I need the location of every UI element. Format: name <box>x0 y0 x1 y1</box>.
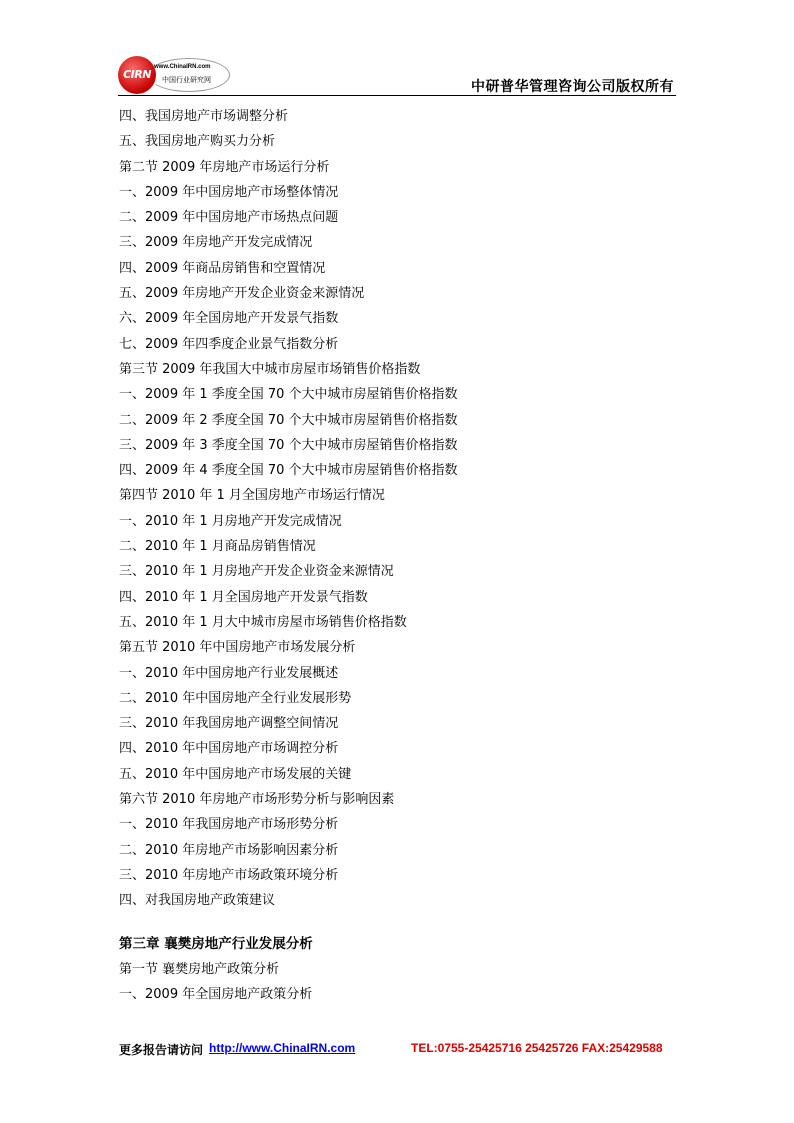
toc-item: 第三节 2009 年我国大中城市房屋市场销售价格指数 <box>119 361 421 377</box>
toc-item: 一、2010 年我国房地产市场形势分析 <box>119 817 339 833</box>
toc-item: 一、2010 年中国房地产行业发展概述 <box>119 665 339 681</box>
toc-item: 四、2010 年 1 月全国房地产开发景气指数 <box>119 589 368 605</box>
toc-item: 二、2009 年中国房地产市场热点问题 <box>119 210 339 226</box>
toc-item: 四、对我国房地产政策建议 <box>119 893 276 909</box>
company-logo <box>118 56 238 94</box>
chapter-heading: 第三章 襄樊房地产行业发展分析 <box>119 935 313 952</box>
toc-item: 一、2009 年 1 季度全国 70 个大中城市房屋销售价格指数 <box>119 387 458 403</box>
header-divider <box>118 95 676 96</box>
table-of-contents <box>119 104 679 1007</box>
toc-item: 第五节 2010 年中国房地产市场发展分析 <box>119 640 356 656</box>
toc-item: 一、2010 年 1 月房地产开发完成情况 <box>119 513 342 529</box>
toc-item: 四、2009 年 4 季度全国 70 个大中城市房屋销售价格指数 <box>119 463 458 479</box>
toc-item: 第一节 襄樊房地产政策分析 <box>119 961 280 977</box>
toc-item: 三、2010 年我国房地产调整空间情况 <box>119 716 339 732</box>
toc-item: 二、2010 年房地产市场影响因素分析 <box>119 842 339 858</box>
logo-url: www.ChinaIRN.com <box>154 64 211 70</box>
toc-item: 三、2009 年房地产开发完成情况 <box>119 235 313 251</box>
page-header <box>118 52 676 96</box>
toc-spacer <box>119 914 679 932</box>
toc-item: 七、2009 年四季度企业景气指数分析 <box>119 336 339 352</box>
toc-item: 五、2009 年房地产开发企业资金来源情况 <box>119 286 365 302</box>
footer-website-link[interactable]: http://www.ChinaIRN.com <box>209 1041 356 1055</box>
toc-item: 五、2010 年中国房地产市场发展的关键 <box>119 766 352 782</box>
copyright-text: 中研普华管理咨询公司版权所有 <box>471 79 674 95</box>
toc-item: 四、2009 年商品房销售和空置情况 <box>119 260 326 276</box>
toc-item: 三、2010 年 1 月房地产开发企业资金来源情况 <box>119 564 394 580</box>
toc-item: 一、2009 年全国房地产政策分析 <box>119 987 313 1003</box>
logo-cn-name: 中国行业研究网 <box>162 76 211 84</box>
toc-item: 二、2010 年 1 月商品房销售情况 <box>119 539 316 555</box>
toc-item: 三、2010 年房地产市场政策环境分析 <box>119 867 339 883</box>
toc-item: 四、我国房地产市场调整分析 <box>119 109 289 124</box>
toc-item: 六、2009 年全国房地产开发景气指数 <box>119 311 339 327</box>
page-footer <box>119 1041 679 1059</box>
footer-more-label: 更多报告请访问 <box>119 1043 204 1057</box>
toc-item: 二、2009 年 2 季度全国 70 个大中城市房屋销售价格指数 <box>119 412 458 428</box>
toc-item: 四、2010 年中国房地产市场调控分析 <box>119 741 339 757</box>
toc-item: 第四节 2010 年 1 月全国房地产市场运行情况 <box>119 488 385 504</box>
toc-item: 第六节 2010 年房地产市场形势分析与影响因素 <box>119 792 395 808</box>
toc-item: 二、2010 年中国房地产全行业发展形势 <box>119 690 352 706</box>
toc-item: 三、2009 年 3 季度全国 70 个大中城市房屋销售价格指数 <box>119 437 458 453</box>
toc-item: 第二节 2009 年房地产市场运行分析 <box>119 159 330 175</box>
toc-item: 五、我国房地产购买力分析 <box>119 134 276 150</box>
toc-item: 一、2009 年中国房地产市场整体情况 <box>119 184 339 200</box>
logo-abbr: CIRN <box>123 68 151 81</box>
footer-contact: TEL:0755-25425716 25425726 FAX:25429588 <box>411 1041 663 1055</box>
toc-item: 五、2010 年 1 月大中城市房屋市场销售价格指数 <box>119 614 407 630</box>
